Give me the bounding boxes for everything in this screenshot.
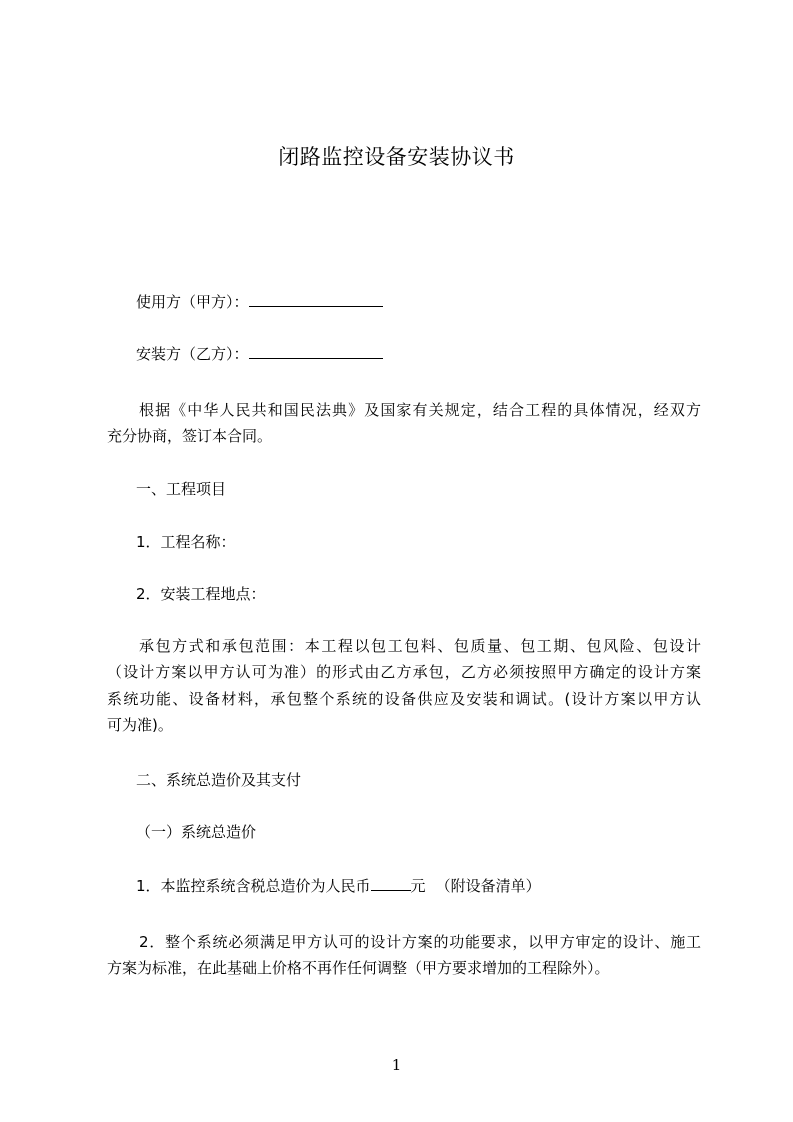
section-1-heading: 一、工程项目 (136, 480, 227, 498)
party-a-line (136, 289, 730, 315)
project-name-item: 1．工程名称： (136, 533, 236, 551)
total-price-prefix: 1．本监控系统含税总造价为人民币 (136, 877, 371, 895)
scope-line-1: 承包方式和承包范围：本工程以包工包料、包质量、包工期、包风险、包设计 (139, 637, 701, 655)
install-location-item: 2．安装工程地点： (136, 585, 266, 603)
party-b-label: 安装方（乙方）： (136, 345, 249, 363)
preamble-line-2: 充分协商，签订本合同。 (107, 427, 273, 445)
scope-line-4: 可为准)。 (107, 716, 173, 734)
document-title: 闭路监控设备安装协议书 (278, 145, 515, 169)
party-b-blank (249, 343, 383, 359)
total-price-item (136, 873, 730, 899)
section-2-heading: 二、系统总造价及其支付 (136, 771, 302, 789)
scope-line-3: 系统功能、设备材料，承包整个系统的设备供应及安装和调试。(设计方案以甲方认 (107, 690, 701, 708)
party-a-label: 使用方（甲方）： (136, 293, 249, 311)
price-item-2-line-2: 方案为标准，在此基础上价格不再作任何调整（甲方要求增加的工程除外）。 (107, 959, 610, 977)
party-b-line (136, 341, 730, 367)
total-price-unit: 元 (410, 877, 426, 895)
price-item-2-line-1: 2．整个系统必须满足甲方认可的设计方案的功能要求，以甲方审定的设计、施工 (139, 933, 701, 951)
page-number: 1 (391, 1056, 402, 1074)
preamble-line-1: 根据《中华人民共和国民法典》及国家有关规定，结合工程的具体情况，经双方 (139, 401, 701, 419)
party-a-blank (249, 291, 383, 307)
scope-line-2: （设计方案以甲方认可为准）的形式由乙方承包，乙方必须按照甲方确定的设计方案 (107, 663, 701, 681)
total-price-note: （附设备清单） (435, 877, 541, 895)
total-price-blank (371, 875, 411, 891)
subsection-1-heading: （一）系统总造价 (136, 823, 257, 841)
